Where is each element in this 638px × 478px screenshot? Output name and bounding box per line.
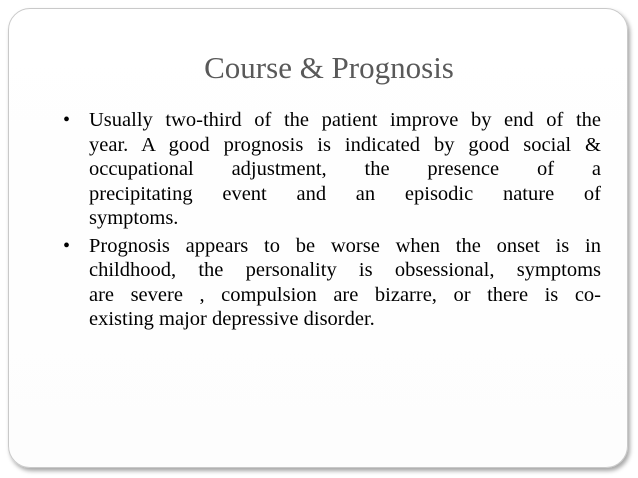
bullet-line: symptoms.	[89, 207, 179, 229]
bullet-line: precipitating event and an episodic nature of	[89, 182, 601, 205]
bullet-item	[63, 108, 601, 231]
bullet-line: occupational adjustment, the presence of a	[89, 158, 601, 180]
bullet-line: childhood, the personality is obsessional, symptoms	[89, 259, 601, 281]
slide-title: Course & Prognosis	[204, 50, 454, 85]
bullet-line: existing major depressive disorder.	[89, 308, 375, 330]
bullet-item	[63, 234, 601, 332]
bullet-line: Prognosis appears to be worse when the onset is in	[89, 234, 601, 257]
bullet-icon: •	[63, 109, 71, 131]
slide-body	[63, 108, 601, 335]
bullet-line: year. A good prognosis is indicated by good social &	[89, 133, 601, 156]
bullet-line: are severe , compulsion are bizarre, or there is co-	[89, 283, 601, 306]
bullet-icon: •	[63, 234, 71, 257]
bullet-line: Usually two-third of the patient improve by end of the	[89, 109, 601, 131]
